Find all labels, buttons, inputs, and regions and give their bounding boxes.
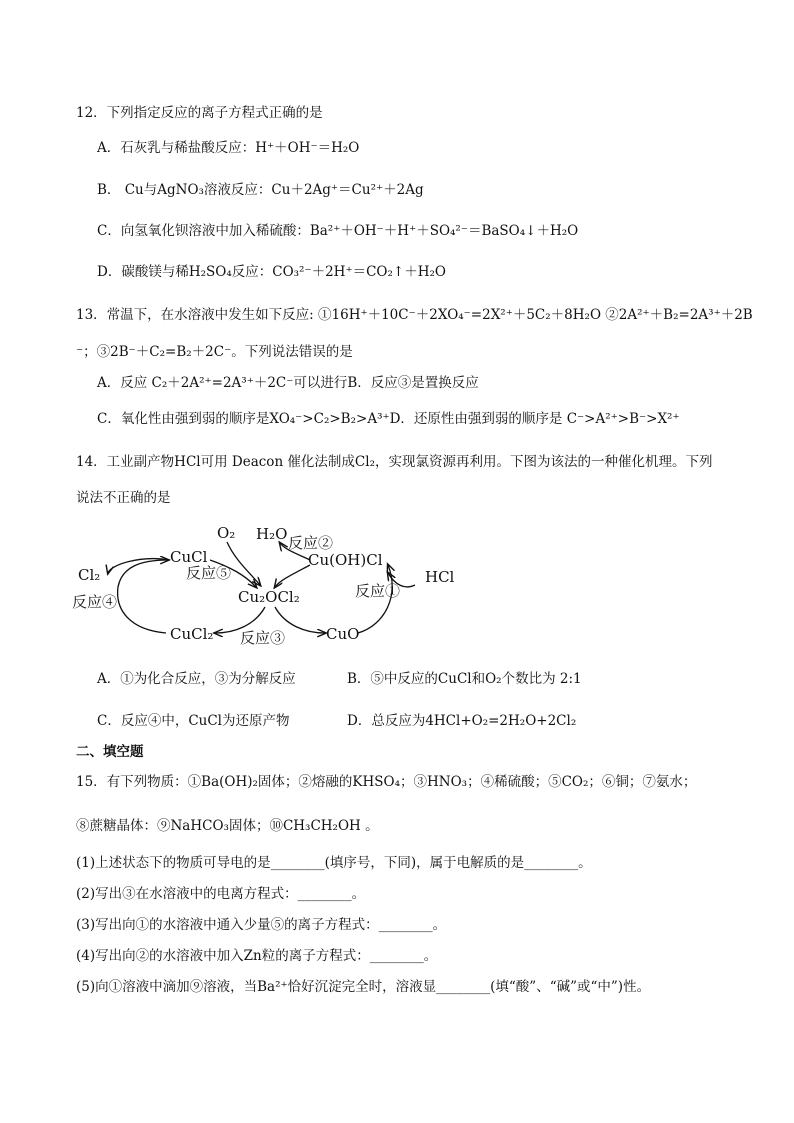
label-h2o: H₂O <box>256 525 288 543</box>
q14-stem-line1: 14．工业副产物HCl可用 Deacon 催化法制成Cl₂，实现氯资源再利用。下图为该法的一种催化机理。下列 <box>76 454 713 470</box>
q14-option-a: A．①为化合反应，③为分解反应 <box>97 671 296 687</box>
label-reaction-4: 反应④ <box>72 593 118 611</box>
q15-part-2: (2)写出③在水溶液中的电离方程式：________。 <box>76 886 366 902</box>
q12-option-b: B． Cu与AgNO₃溶液反应：Cu＋2Ag⁺＝Cu²⁺＋2Ag <box>97 182 424 198</box>
q13-options-ab: A．反应 C₂＋2A²⁺=2A³⁺＋2C⁻可以进行B．反应③是置换反应 <box>97 375 479 391</box>
label-reaction-1: 反应① <box>355 582 401 600</box>
label-hcl: HCl <box>425 568 455 586</box>
label-cl2: Cl₂ <box>78 566 101 584</box>
label-cu2ocl2: Cu₂OCl₂ <box>238 588 300 606</box>
q12-option-d: D．碳酸镁与稀H₂SO₄反应：CO₃²⁻＋2H⁺＝CO₂↑＋H₂O <box>97 264 446 280</box>
label-reaction-2: 反应② <box>288 534 334 552</box>
q15-stem-line1: 15．有下列物质：①Ba(OH)₂固体；②熔融的KHSO₄；③HNO₃；④稀硫酸；⑤CO₂；⑥铜；⑦氨水； <box>76 774 697 790</box>
q12-option-a: A．石灰乳与稀盐酸反应：H⁺＋OH⁻＝H₂O <box>97 140 360 156</box>
q15-part-5: (5)向①溶液中滴加⑨溶液，当Ba²⁺恰好沉淀完全时，溶液显________(填“酸”、“碱”或“中”)性。 <box>76 979 651 995</box>
q12-option-c: C．向氢氧化钡溶液中加入稀硫酸：Ba²⁺＋OH⁻＋H⁺＋SO₄²⁻＝BaSO₄↓＋H₂O <box>97 223 579 239</box>
q12-stem: 12．下列指定反应的离子方程式正确的是 <box>76 105 323 121</box>
q15-part-1: (1)上述状态下的物质可导电的是________(填序号，下同)，属于电解质的是________。 <box>76 855 592 871</box>
q13-stem-line1: 13．常温下，在水溶液中发生如下反应: ①16H⁺＋10C⁻＋2XO₄⁻=2X²⁺＋5C₂＋8H₂O ②2A²⁺＋B₂=2A³⁺＋2B <box>76 307 753 323</box>
label-reaction-5: 反应⑤ <box>186 564 232 582</box>
q13-options-cd: C．氧化性由强到弱的顺序是XO₄⁻>C₂>B₂>A³⁺D．还原性由强到弱的顺序是 C⁻>A²⁺>B⁻>X²⁺ <box>97 411 680 427</box>
q14-option-d: D．总反应为4HCl+O₂=2H₂O+2Cl₂ <box>347 713 577 729</box>
catalytic-mechanism-diagram <box>70 515 470 655</box>
label-cucl2: CuCl₂ <box>170 625 214 643</box>
label-reaction-3: 反应③ <box>240 629 286 647</box>
label-cuohcl: Cu(OH)Cl <box>308 551 383 569</box>
label-cucl: CuCl <box>170 548 208 566</box>
arrow-cucl2-to-cucl <box>118 560 168 633</box>
q14-stem-line2: 说法不正确的是 <box>76 490 171 506</box>
label-o2: O₂ <box>217 524 236 542</box>
label-cuo: CuO <box>326 625 360 643</box>
q15-part-4: (4)写出向②的水溶液中加入Zn粒的离子方程式：________。 <box>76 948 438 964</box>
q13-stem-line2: ⁻；③2B⁻＋C₂=B₂＋2C⁻。下列说法错误的是 <box>76 344 353 360</box>
section-heading: 二、填空题 <box>76 744 144 760</box>
q15-stem-line2: ⑧蔗糖晶体：⑨NaHCO₃固体；⑩CH₃CH₂OH 。 <box>76 818 379 834</box>
arrow-cuohcl-to-cu2ocl2 <box>275 565 310 587</box>
q14-option-c: C．反应④中，CuCl为还原产物 <box>97 713 290 729</box>
q14-option-b: B．⑤中反应的CuCl和O₂个数比为 2:1 <box>347 671 582 687</box>
arrow-o2-to-cu2ocl2 <box>227 542 260 585</box>
q15-part-3: (3)写出向①的水溶液中通入少量⑤的离子方程式：________。 <box>76 917 447 933</box>
